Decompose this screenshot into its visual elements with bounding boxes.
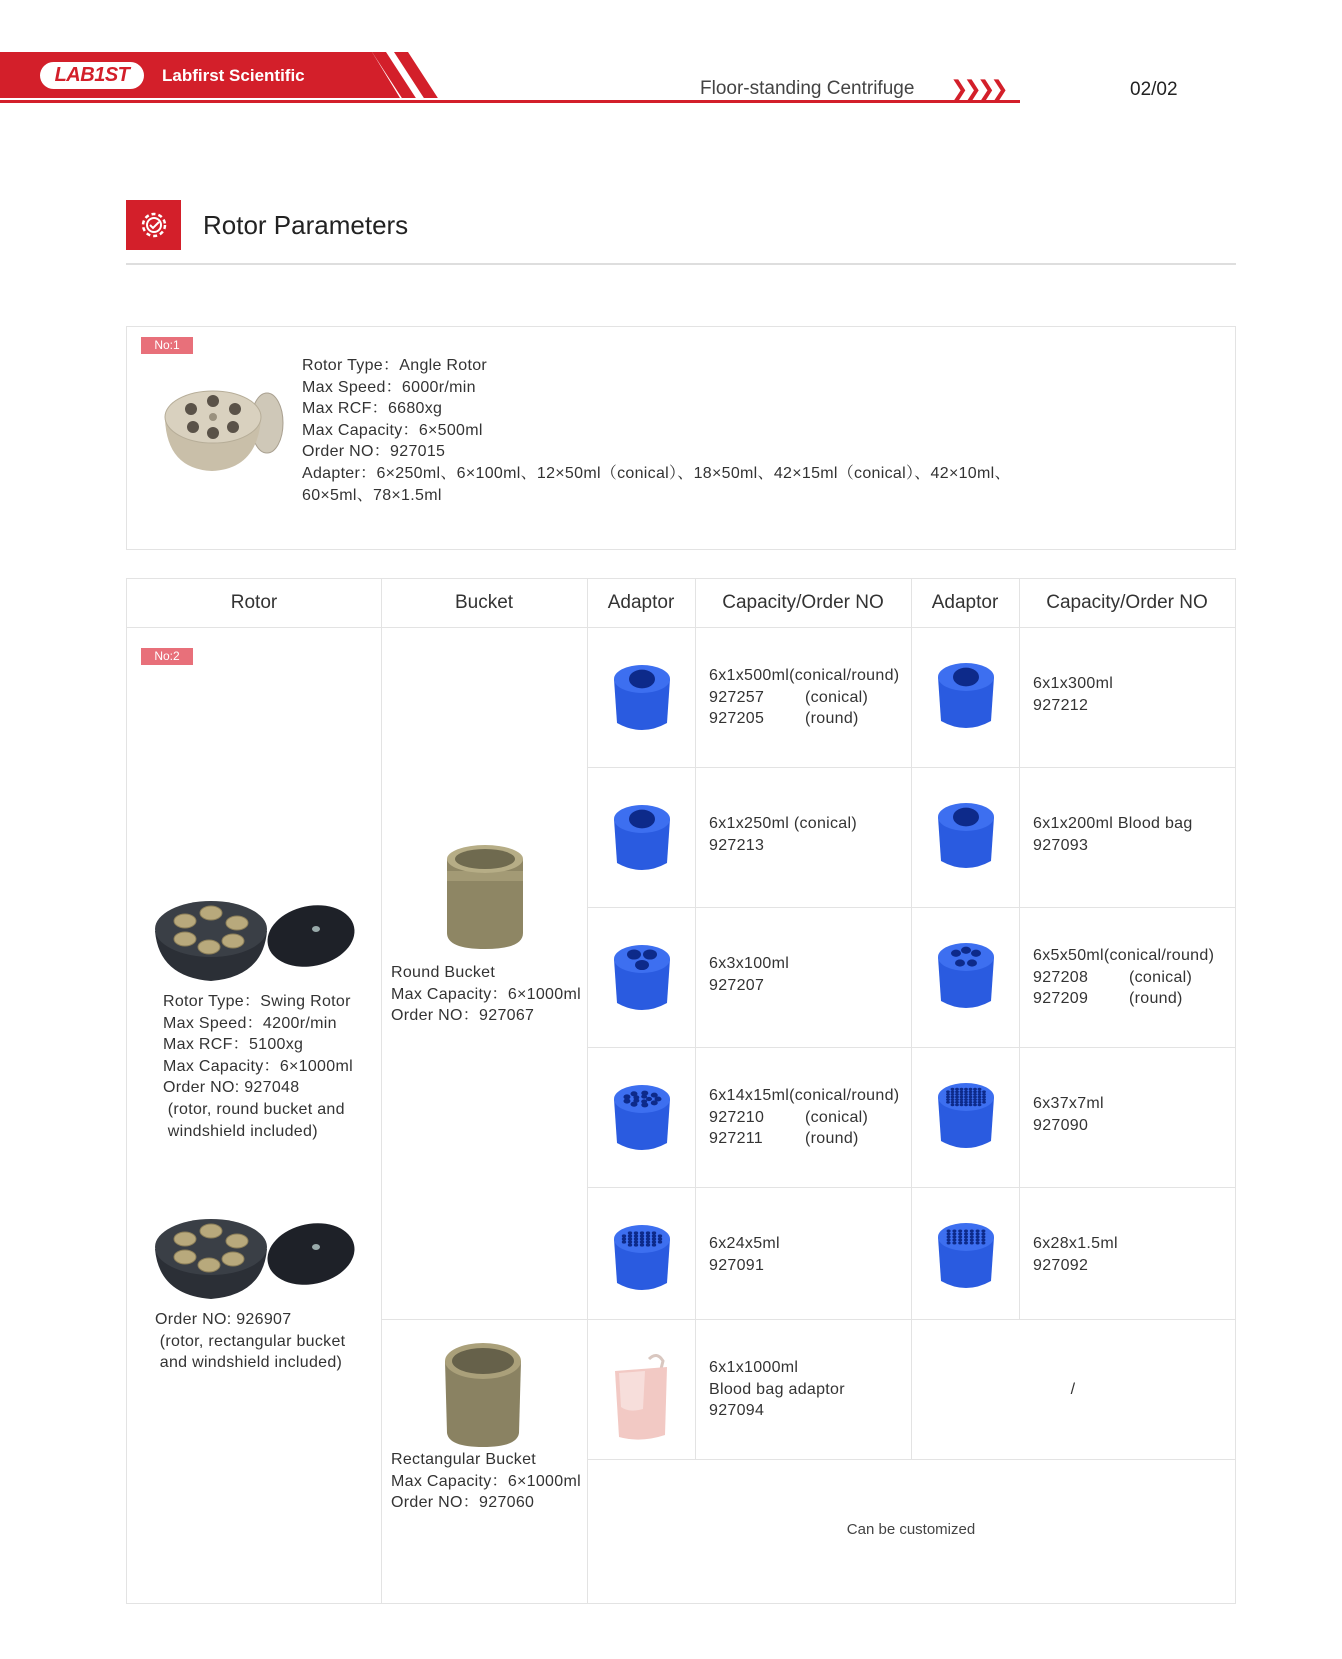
capacity-text: 6x1x300ml [1033, 675, 1114, 692]
header-capacity-order: Capacity/Order NO [722, 592, 884, 613]
spec-line: Max Capacity：6×1000ml [391, 985, 581, 1003]
capacity-text: Blood bag adaptor [709, 1380, 845, 1398]
adaptor-5-hole-icon [931, 935, 1001, 1015]
spec-line: Order NO：927015 [302, 443, 446, 461]
spec-line: Max Speed：6000r/min [302, 378, 476, 396]
order-number: 927093 [1033, 836, 1089, 854]
capacity-text: 6x3x100ml [709, 955, 790, 972]
order-number: 927091 [709, 1256, 765, 1274]
adaptor-37-hole-icon [931, 1075, 1001, 1155]
spec-line: (rotor, rectangular bucket [155, 1332, 346, 1350]
header-capacity-order: Capacity/Order NO [1046, 592, 1208, 613]
page-number: 02/02 [1130, 79, 1178, 100]
spec-line: Order NO: 926907 [155, 1311, 292, 1328]
spec-line: Max Capacity：6×500ml [302, 421, 483, 439]
rotor-2-alt-specs [155, 1309, 345, 1374]
capacity-order-cell [1033, 1233, 1129, 1276]
capacity-text: 6x1x1000ml [709, 1359, 799, 1376]
order-number: 927205 [709, 710, 765, 728]
order-number: 927212 [1033, 696, 1089, 714]
capacity-order-cell [709, 1233, 805, 1276]
spec-line: and windshield included) [155, 1354, 343, 1372]
capacity-order-cell [709, 813, 857, 856]
order-number: 927208 [1033, 968, 1089, 986]
blood-bag-adaptor-icon [605, 1349, 677, 1445]
variant-label: (round) [1129, 990, 1183, 1008]
capacity-order-cell [1033, 1093, 1129, 1136]
rectangular-bucket-specs [391, 1449, 581, 1514]
adaptor-28-hole-icon [931, 1215, 1001, 1295]
adaptor-1-hole-icon [931, 655, 1001, 735]
round-bucket-image [435, 837, 535, 957]
rotor-tag: No:2 [141, 648, 193, 665]
header-adaptor: Adaptor [931, 592, 999, 613]
spec-line: Rotor Type：Swing Rotor [163, 993, 351, 1010]
spec-line: Order NO: 927048 [163, 1079, 300, 1097]
capacity-order-cell [1033, 673, 1129, 716]
order-number: 927210 [709, 1108, 765, 1126]
capacity-order-cell [1033, 813, 1193, 856]
spec-line: Round Bucket [391, 964, 496, 981]
rectangular-bucket-image [433, 1337, 533, 1453]
variant-label: (conical) [805, 1108, 869, 1126]
variant-label: (conical) [805, 688, 869, 706]
brand-name: Labfirst Scientific [162, 66, 305, 85]
spec-line: Order NO：927060 [391, 1494, 535, 1512]
rotor-tag: No:1 [141, 337, 193, 354]
spec-line: Max Capacity：6×1000ml [391, 1472, 581, 1490]
order-number: 927257 [709, 688, 765, 706]
rotor-1-panel [126, 326, 1236, 550]
variant-label: (round) [805, 1130, 859, 1148]
capacity-text: 6x5x50ml(conical/round) [1033, 947, 1215, 964]
order-number: 927211 [709, 1130, 764, 1148]
capacity-text: 6x28x1.5ml [1033, 1235, 1118, 1252]
logo: LAB1ST [40, 62, 144, 89]
variant-label: (round) [805, 710, 859, 728]
spec-line: Max RCF：6680xg [302, 400, 443, 418]
adaptor-24-hole-icon [607, 1217, 677, 1297]
order-number: 927213 [709, 836, 765, 854]
adaptor-1-hole-icon [931, 795, 1001, 875]
capacity-text: 6x14x15ml(conical/round) [709, 1087, 900, 1104]
order-number: 927090 [1033, 1116, 1089, 1134]
spec-line: Rotor Type：Angle Rotor [302, 357, 488, 374]
capacity-text: 6x1x200ml Blood bag [1033, 815, 1193, 832]
rotor-table [126, 578, 1236, 1604]
spec-line: Max Capacity：6×1000ml [163, 1057, 353, 1075]
capacity-text: 6x24x5ml [709, 1235, 780, 1252]
gear-settings-icon [126, 200, 181, 250]
header-rule [0, 100, 1020, 103]
swing-rotor-image [151, 1209, 361, 1305]
round-bucket-specs [391, 962, 581, 1027]
spec-line: Max RCF：5100xg [163, 1036, 304, 1054]
spec-line: Adapter：6×250ml、6×100ml、12×50ml（conical）、18×50ml、42×15ml（conical）、42×10ml、 [302, 464, 1011, 482]
spec-line: Order NO：927067 [391, 1007, 535, 1025]
adaptor-3-hole-icon [607, 937, 677, 1017]
section-title: Rotor Parameters [203, 210, 409, 240]
customization-note: Can be customized [846, 1521, 976, 1538]
capacity-text: 6x1x500ml(conical/round) [709, 667, 900, 684]
capacity-order-cell [709, 665, 899, 730]
order-number: 927209 [1033, 990, 1089, 1008]
header-rotor: Rotor [230, 592, 278, 613]
blood-bag-specs [709, 1357, 845, 1422]
chevrons-icon: ❯❯❯❯ [950, 76, 1004, 101]
empty-cell-slash: / [1070, 1381, 1076, 1398]
rotor-1-specs [302, 355, 1011, 506]
header-adaptor: Adaptor [607, 592, 675, 613]
variant-label: (conical) [1129, 968, 1193, 986]
adaptor-1-hole-icon [607, 657, 677, 737]
capacity-order-cell [1033, 945, 1214, 1010]
swing-rotor-image [151, 891, 361, 987]
rotor-2-specs [163, 991, 353, 1142]
document-title: Floor-standing Centrifuge [700, 78, 915, 99]
adaptor-14-hole-icon [607, 1077, 677, 1157]
capacity-text: 6x1x250ml (conical) [709, 815, 857, 832]
capacity-order-cell [709, 953, 805, 996]
spec-line: 60×5ml、78×1.5ml [302, 486, 442, 504]
spec-line: Max Speed：4200r/min [163, 1014, 337, 1032]
order-number: 927092 [1033, 1256, 1089, 1274]
spec-line: windshield included) [163, 1122, 318, 1140]
order-number: 927094 [709, 1402, 765, 1420]
spec-line: (rotor, round bucket and [163, 1100, 345, 1118]
capacity-text: 6x37x7ml [1033, 1095, 1104, 1112]
spec-line: Rectangular Bucket [391, 1451, 537, 1468]
angle-rotor-image [157, 379, 297, 479]
capacity-order-cell [709, 1085, 899, 1150]
adaptor-1-hole-icon [607, 797, 677, 877]
section-divider [126, 263, 1236, 265]
header-bucket: Bucket [454, 592, 514, 613]
order-number: 927207 [709, 976, 765, 994]
